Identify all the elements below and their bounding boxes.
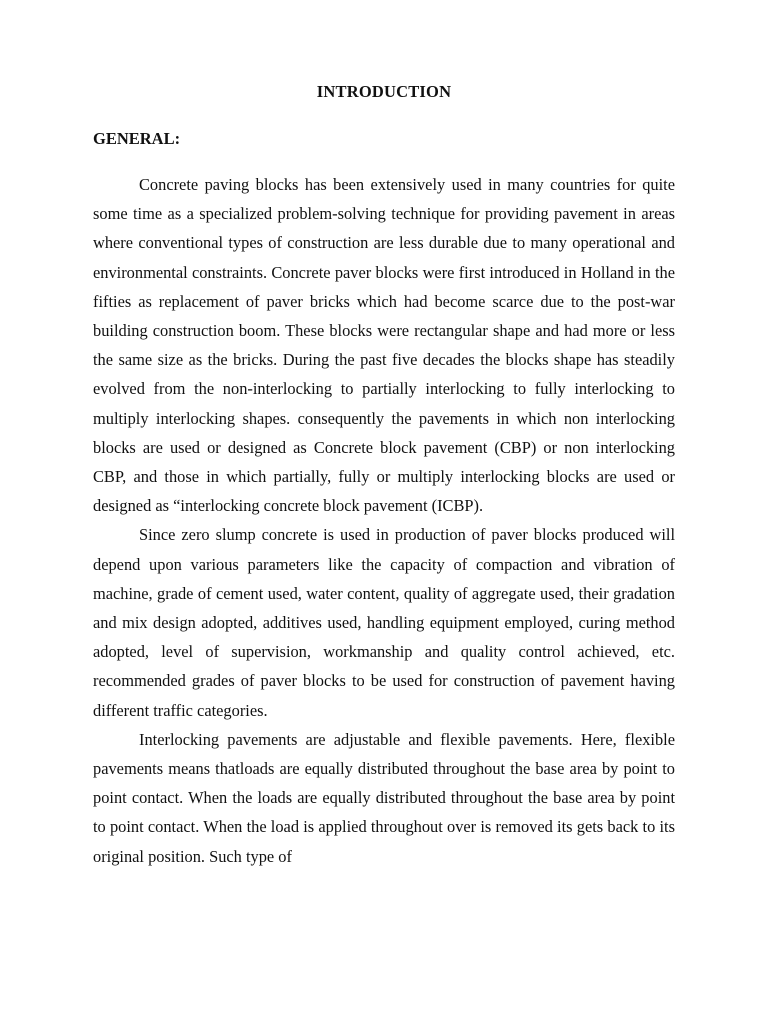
paragraph-2: Since zero slump concrete is used in production of paver blocks produced will depend upon various parameters like the capacity of compaction and vibration of machine, grade of cement used, water content, quality of aggregate used, their gradation and mix design adopted, additives used, handling equipment employed, curing method adopted, level of supervision, workmanship and quality control achieved, etc. recommended grades of paver blocks to be used for construction of pavement having different traffic categories. (93, 525, 675, 720)
paragraph-3: Interlocking pavements are adjustable and flexible pavements. Here, flexible pavements means thatloads are equally distributed throughout the base area by point to point contact. When the loads are equally distributed throughout the base area by point to point contact. When the load is applied throughout over is removed its gets back to its original position. Such type of (93, 729, 675, 866)
page-title: INTRODUCTION (316, 82, 452, 101)
paragraph-1: Concrete paving blocks has been extensively used in many countries for quite some time as a specialized problem-solving technique for providing pavement in areas where conventional types of construction are less durable due to many operational and environmental constraints. Concrete paver blocks were first introduced in Holland in the fifties as replacement of paver bricks which had become scarce due to the post-war building construction boom. These blocks were rectangular shape and had more or less the same size as the bricks. During the past five decades the blocks shape has steadily evolved from the non-interlocking to partially interlocking to fully interlocking to multiply interlocking shapes. consequently the pavements in which non interlocking blocks are used or designed as Concrete block pavement (CBP) or non interlocking CBP, and those in which partially, fully or multiply interlocking blocks are used or designed as “interlocking concrete block pavement (ICBP). (93, 175, 675, 516)
section-heading: GENERAL: (93, 129, 181, 148)
body-text (93, 170, 675, 871)
